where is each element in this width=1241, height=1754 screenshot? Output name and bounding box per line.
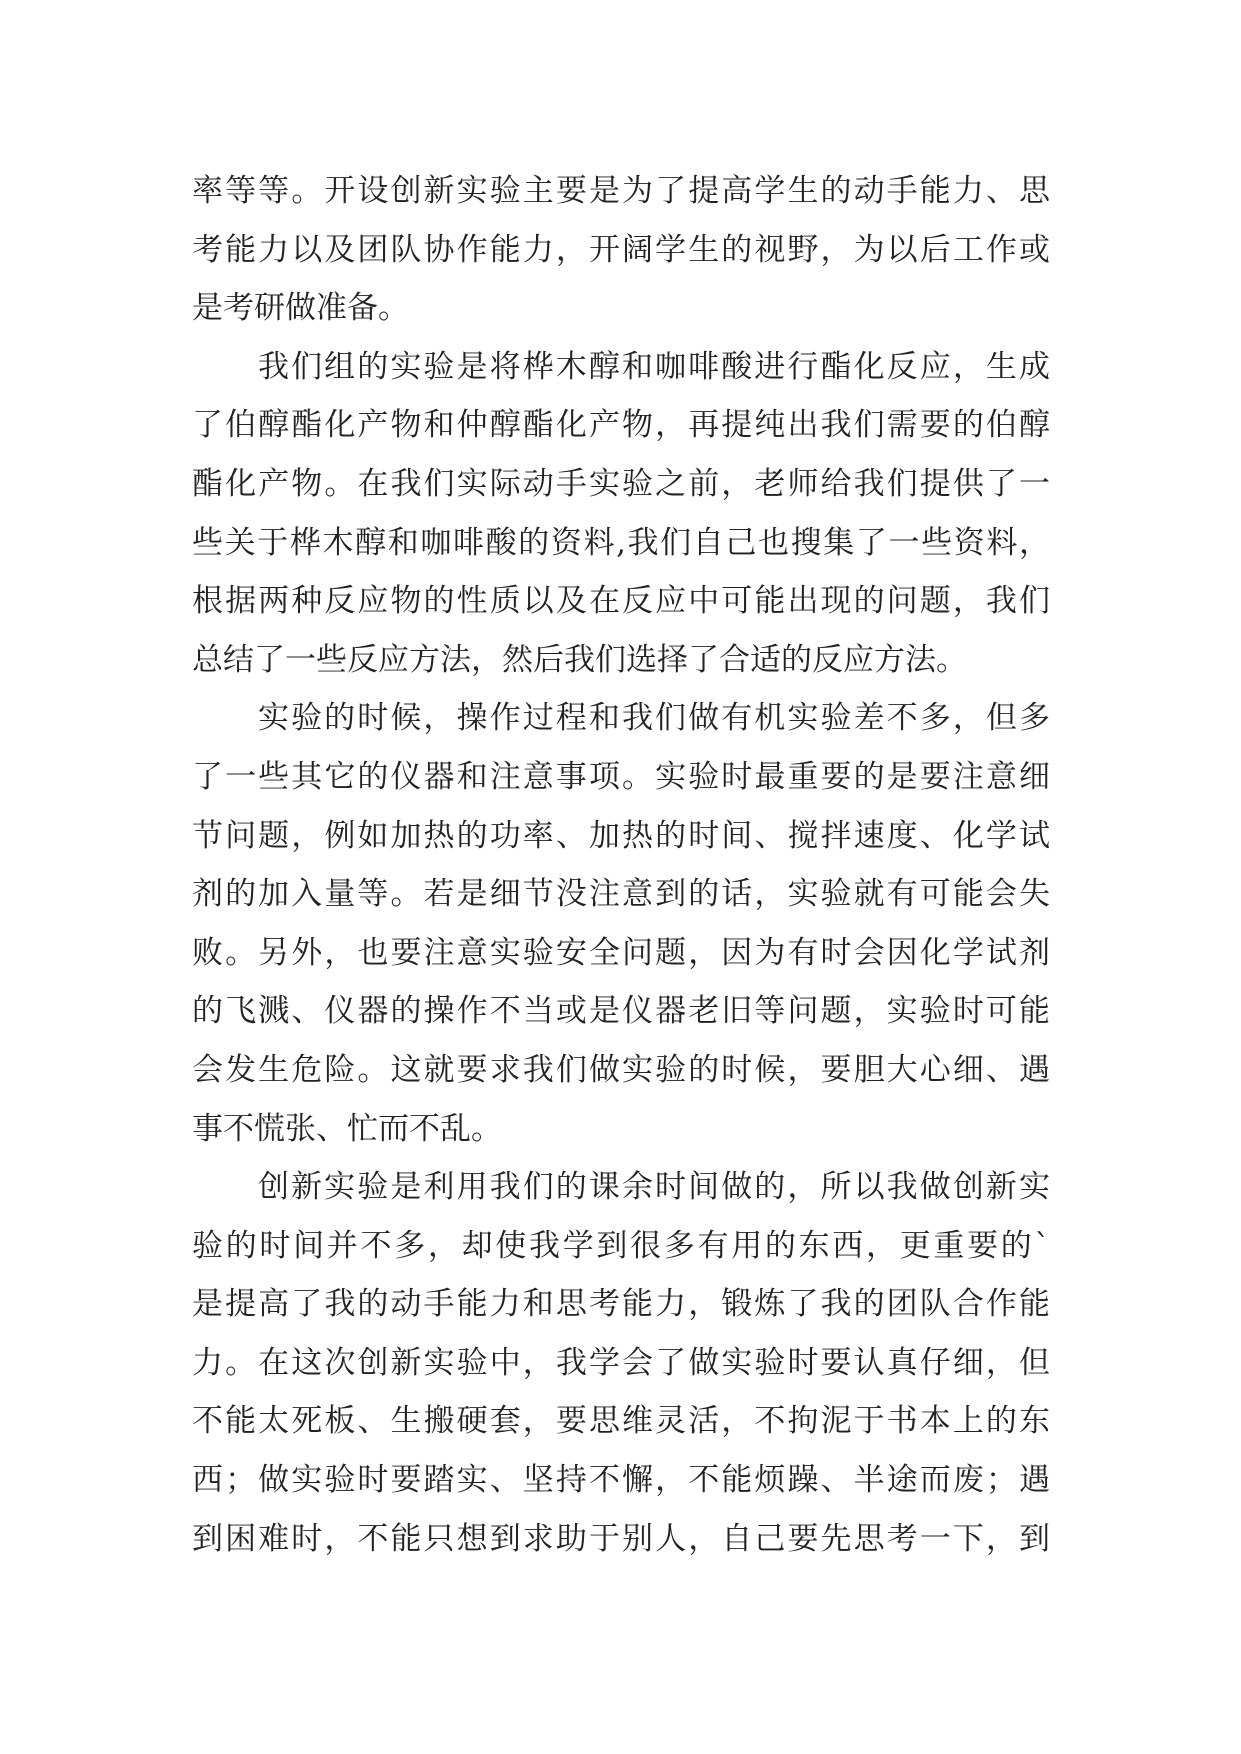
text-line: 败。另外，也要注意实验安全问题，因为有时会因化学试剂 <box>192 934 1050 971</box>
text-line: 我们组的实验是将桦木醇和咖啡酸进行酯化反应，生成 <box>258 348 1050 385</box>
paragraph-3 <box>192 689 1050 1158</box>
text-line: 到困难时，不能只想到求助于别人，自己要先思考一下，到 <box>192 1520 1050 1557</box>
body-text <box>192 162 1050 1568</box>
text-line: 总结了一些反应方法，然后我们选择了合适的反应方法。 <box>192 641 967 678</box>
text-line: 会发生危险。这就要求我们做实验的时候，要胆大心细、遇 <box>192 1051 1050 1088</box>
text-line: 创新实验是利用我们的课余时间做的，所以我做创新实 <box>258 1169 1050 1206</box>
text-line: 西；做实验时要踏实、坚持不懈，不能烦躁、半途而废；遇 <box>192 1462 1050 1499</box>
text-line: 验的时间并不多，却使我学到很多有用的东西，更重要的` <box>192 1227 1050 1264</box>
text-line: 剂的加入量等。若是细节没注意到的话，实验就有可能会失 <box>192 876 1050 913</box>
text-line: 是提高了我的动手能力和思考能力，锻炼了我的团队合作能 <box>192 1286 1050 1323</box>
paragraph-2 <box>192 338 1050 690</box>
text-line: 事不慌张、忙而不乱。 <box>192 1110 502 1147</box>
text-line: 实验的时候，操作过程和我们做有机实验差不多，但多 <box>258 700 1050 737</box>
text-line: 了一些其它的仪器和注意事项。实验时最重要的是要注意细 <box>192 758 1050 795</box>
text-line: 节问题，例如加热的功率、加热的时间、搅拌速度、化学试 <box>192 817 1050 854</box>
text-line: 率等等。开设创新实验主要是为了提高学生的动手能力、思 <box>192 173 1050 209</box>
text-line: 力。在这次创新实验中，我学会了做实验时要认真仔细，但 <box>192 1344 1050 1381</box>
text-line: 酯化产物。在我们实际动手实验之前，老师给我们提供了一 <box>192 465 1050 502</box>
text-line: 了伯醇酯化产物和仲醇酯化产物，再提纯出我们需要的伯醇 <box>192 407 1050 444</box>
paragraph-4 <box>192 1158 1050 1568</box>
text-line: 根据两种反应物的性质以及在反应中可能出现的问题，我们 <box>192 583 1050 620</box>
text-line: 的飞溅、仪器的操作不当或是仪器老旧等问题，实验时可能 <box>192 993 1050 1030</box>
text-line: 考能力以及团队协作能力，开阔学生的视野，为以后工作或 <box>192 231 1050 268</box>
text-line: 不能太死板、生搬硬套，要思维灵活，不拘泥于书本上的东 <box>192 1403 1050 1440</box>
text-line: 是考研做准备。 <box>192 290 409 327</box>
paragraph-1 <box>192 162 1050 338</box>
text-line: 些关于桦木醇和咖啡酸的资料,我们自己也搜集了一些资料， <box>192 524 1050 561</box>
